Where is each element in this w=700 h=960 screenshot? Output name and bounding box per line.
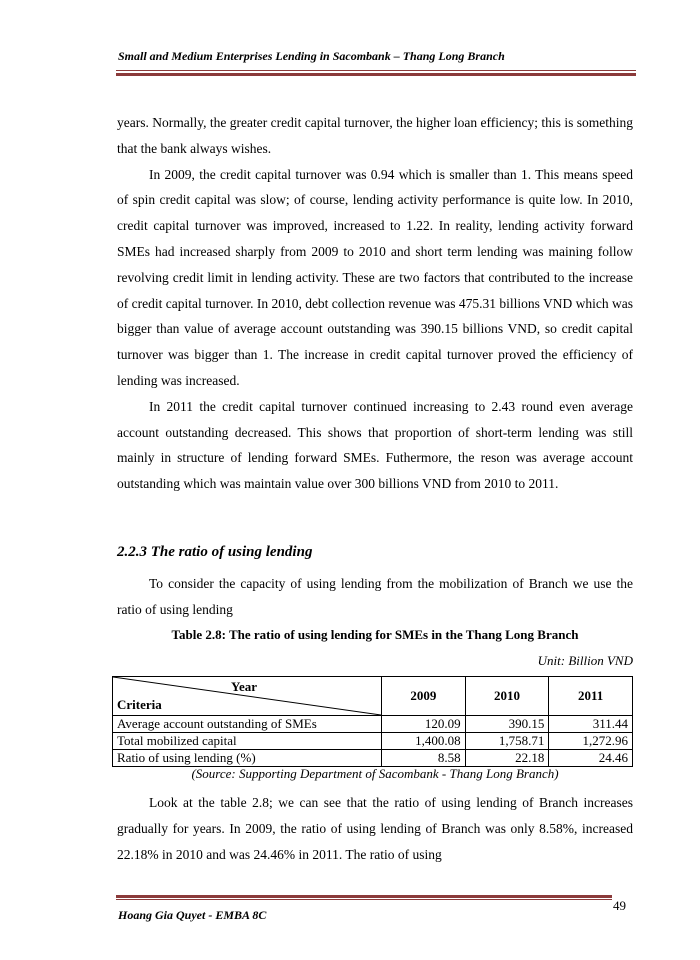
row-label: Ratio of using lending (%) <box>113 750 382 767</box>
header-year-label: Year <box>231 679 257 694</box>
cell-value: 1,272.96 <box>549 733 633 750</box>
header-year-2010: 2010 <box>465 677 549 716</box>
paragraph-1: years. Normally, the greater credit capital turnover, the higher loan efficiency; this is something that the bank always wishes. <box>117 115 633 156</box>
paragraph-2: In 2009, the credit capital turnover was 0.94 which is smaller than 1. This means speed of spin credit capital was slow; of course, lending activity performance is quite low. In 2010, credit capital turnover was improved, increased to 1.22. In reality, lending activity forward SMEs had increased sharply from 2009 to 2010 and short term lending was maining follow revolving credit limit in lending activity. These are two factors that contributed to the increase of credit capital turnover. In 2010, debt collection revenue was 475.31 billions VND which was bigger than value of average account outstanding was 390.15 billions VND, so credit capital turnover was bigger than 1. The increase in credit capital turnover proved the efficiency of lending was increased. <box>117 166 633 388</box>
cell-value: 1,758.71 <box>465 733 549 750</box>
header-rule-thin <box>116 70 636 71</box>
footer-author: Hoang Gia Quyet - EMBA 8C <box>118 908 267 922</box>
running-header-title: Small and Medium Enterprises Lending in Sacombank – Thang Long Branch <box>118 49 505 63</box>
footer-rule-thick <box>116 895 612 898</box>
cell-value: 311.44 <box>549 716 633 733</box>
footer-rule-thin <box>116 899 612 900</box>
table-unit: Unit: Billion VND <box>537 653 633 668</box>
header-rule-thick <box>116 73 636 76</box>
header-criteria-label: Criteria <box>117 697 162 712</box>
paragraph-3: In 2011 the credit capital turnover continued increasing to 2.43 round even average account outstanding decreased. This shows that proportion of short-term lending was still mainly in structure of lending forward SMEs. Futhermore, the reson was average account outstanding which was maintain value over 300 billions VND from 2010 to 2011. <box>117 398 633 492</box>
body-text-top <box>117 110 633 497</box>
table-caption: Table 2.8: The ratio of using lending for SMEs in the Thang Long Branch <box>171 627 579 642</box>
section-intro: To consider the capacity of using lending from the mobilization of Branch we use the ratio of using lending <box>117 576 633 617</box>
cell-value: 1,400.08 <box>382 733 466 750</box>
header-year-2011: 2011 <box>549 677 633 716</box>
table-row <box>113 733 633 750</box>
cell-value: 8.58 <box>382 750 466 767</box>
cell-value: 24.46 <box>549 750 633 767</box>
section-intro-block <box>117 571 633 623</box>
cell-value: 22.18 <box>465 750 549 767</box>
closing-block <box>117 790 633 867</box>
header-year-2009: 2009 <box>382 677 466 716</box>
closing-paragraph: Look at the table 2.8; we can see that the ratio of using lending of Branch increases gradually for years. In 2009, the ratio of using lending of Branch was only 8.58%, increased 22.18% in 2010 and was 24.46% in 2011. The ratio of using <box>117 795 633 862</box>
cell-value: 120.09 <box>382 716 466 733</box>
table-source: (Source: Supporting Department of Sacombank - Thang Long Branch) <box>191 766 559 781</box>
row-label: Average account outstanding of SMEs <box>113 716 382 733</box>
table-header-row <box>113 677 633 716</box>
lending-ratio-table <box>112 676 633 767</box>
section-heading: 2.2.3 The ratio of using lending <box>117 544 313 560</box>
diagonal-header-cell <box>113 677 382 716</box>
table-row <box>113 716 633 733</box>
row-label: Total mobilized capital <box>113 733 382 750</box>
page-number: 49 <box>613 898 626 913</box>
cell-value: 390.15 <box>465 716 549 733</box>
table-row <box>113 750 633 767</box>
